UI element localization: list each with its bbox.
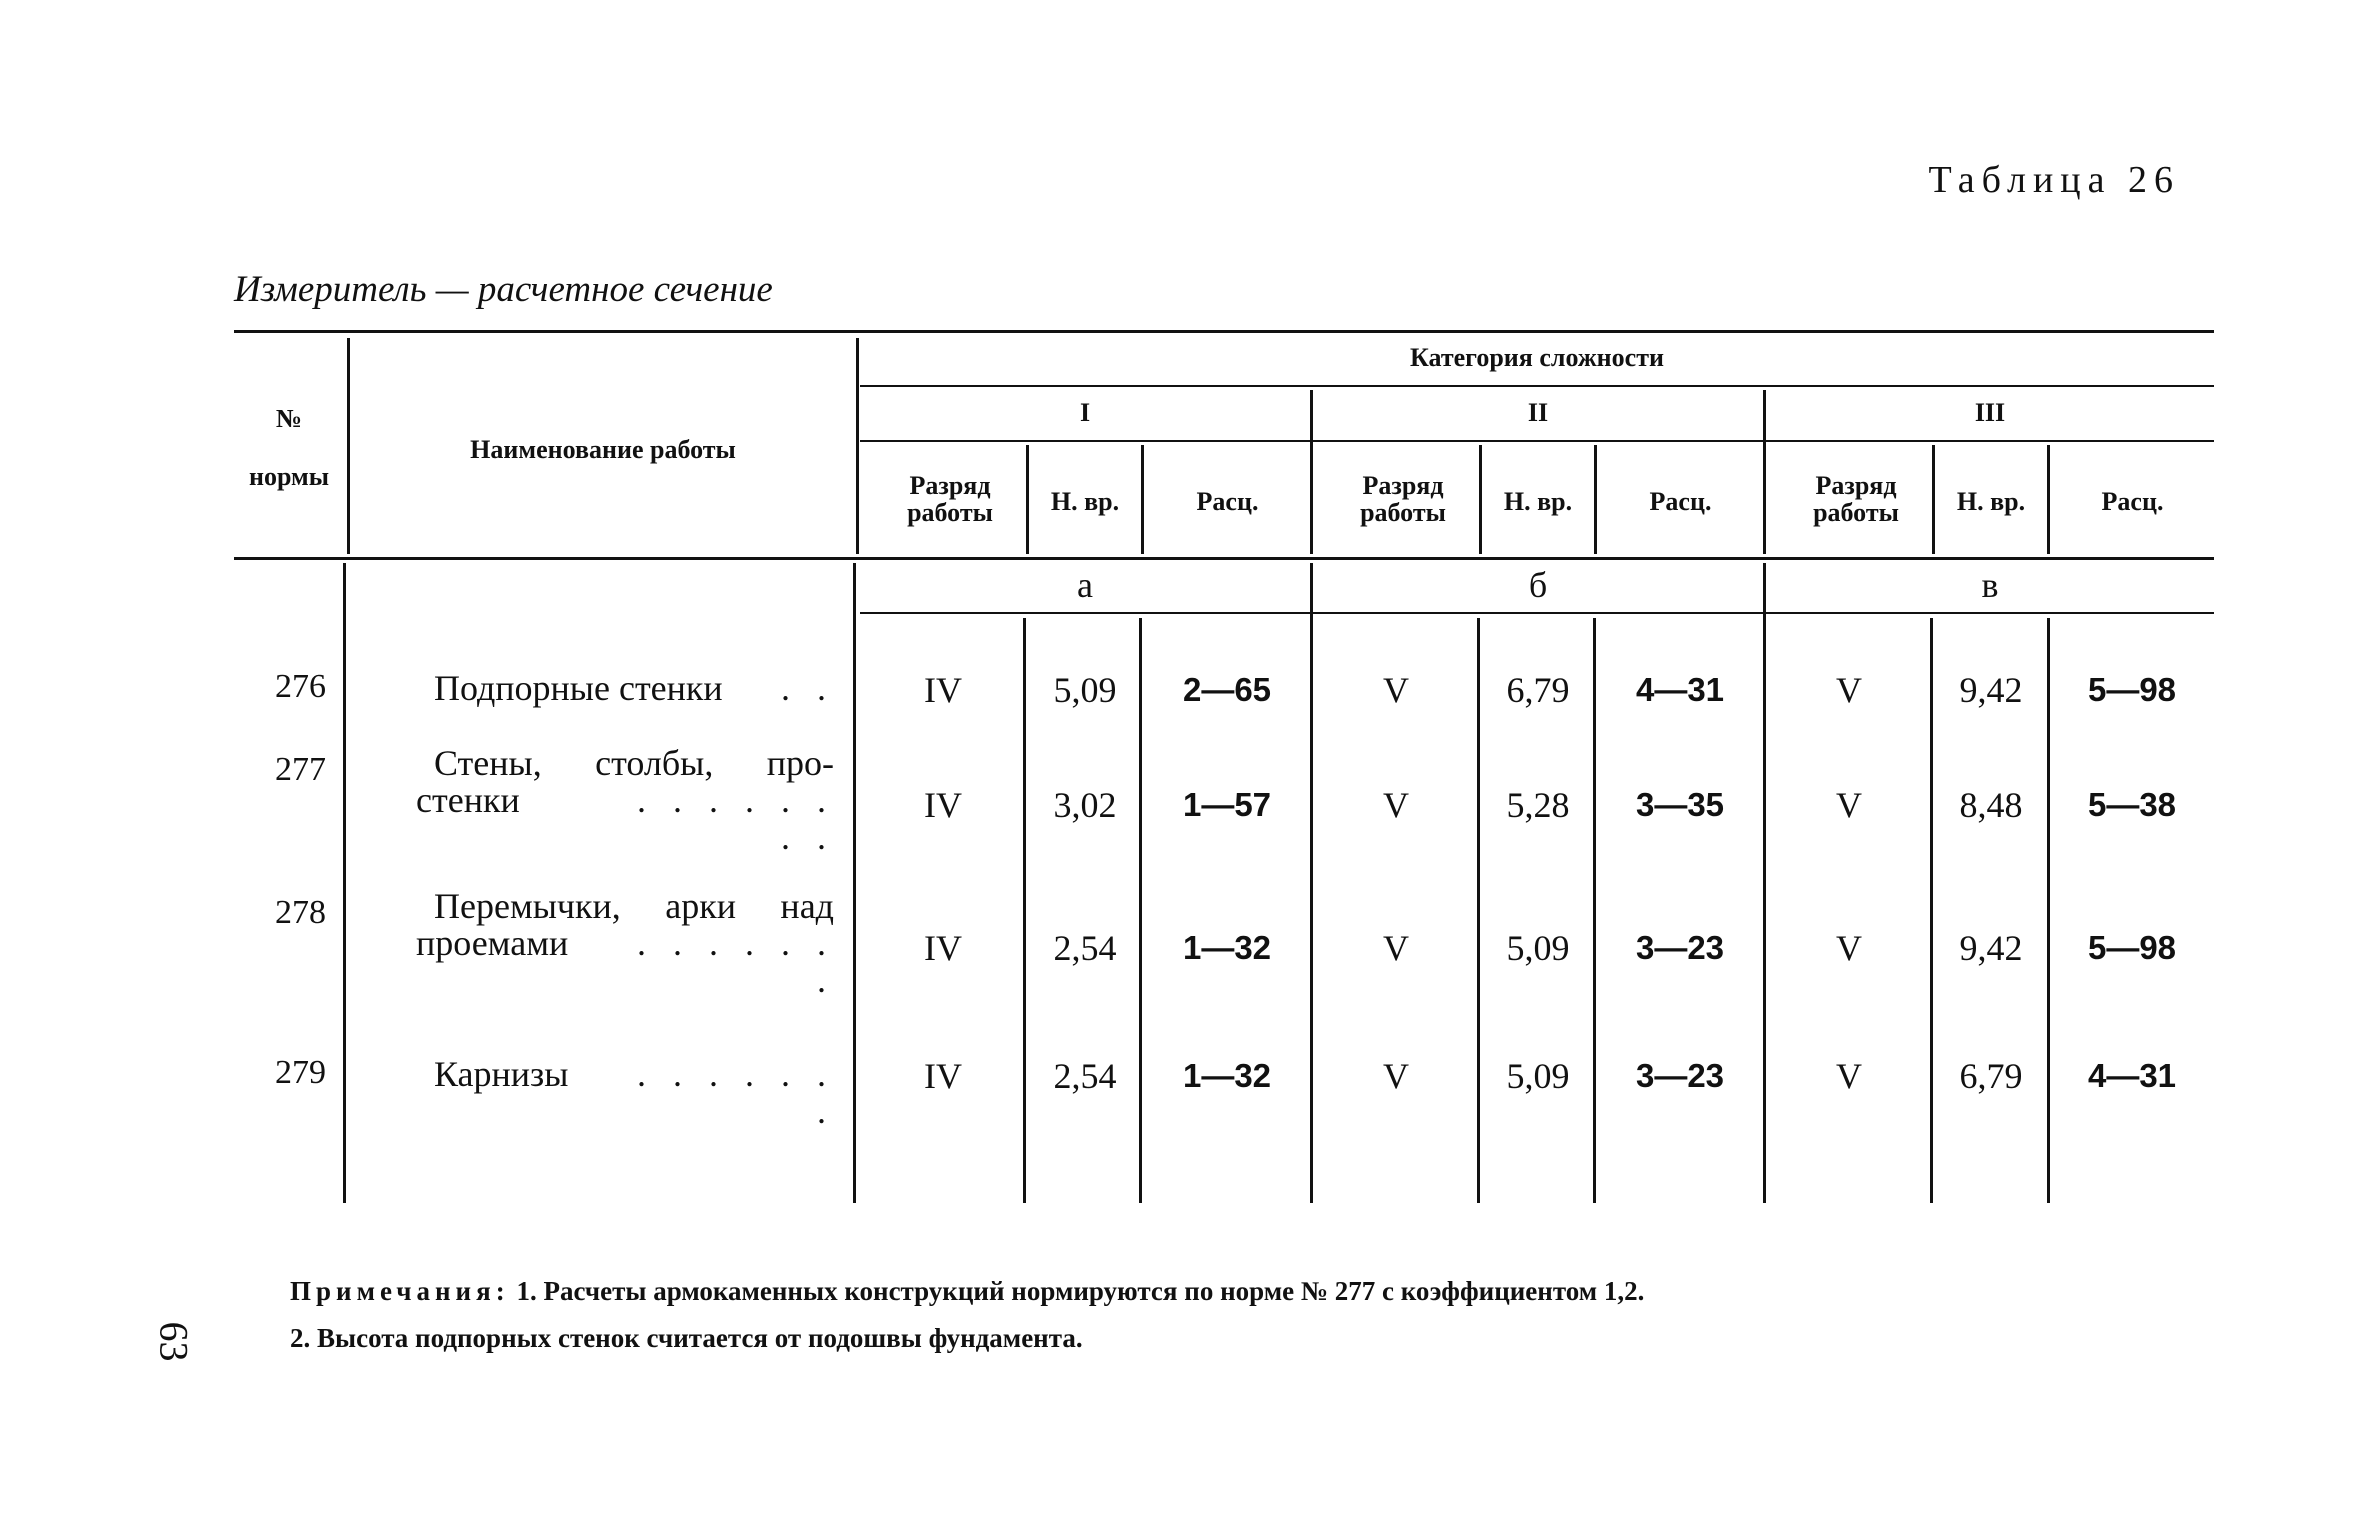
leader-dots: . . . . . . . . xyxy=(637,780,835,857)
norm-number: 276 xyxy=(275,668,326,705)
grade-cell: V xyxy=(1383,928,1409,968)
time-norm-cell: 9,42 xyxy=(1959,928,2023,968)
time-norm-cell: 8,48 xyxy=(1959,785,2023,825)
letters-rule xyxy=(860,612,2214,614)
rate-cell: 1—32 xyxy=(1182,1057,1272,1094)
grade-cell: IV xyxy=(924,1056,962,1096)
rate-cell: 4—31 xyxy=(1635,671,1725,708)
category-rule xyxy=(860,440,2214,442)
col-sep xyxy=(1763,563,1766,1203)
header-nvr: Н. вр. xyxy=(1503,487,1573,516)
header-razryad: Разряд работы xyxy=(1360,471,1446,527)
measure-caption: Измеритель — расчетное сечение xyxy=(234,269,773,310)
work-name-line-1: Перемычки, арки над xyxy=(434,886,834,926)
time-norm-cell: 5,09 xyxy=(1506,1056,1570,1096)
rate-cell: 1—57 xyxy=(1182,786,1272,823)
grade-cell: V xyxy=(1836,785,1862,825)
norm-number: 279 xyxy=(275,1054,326,1091)
column-letter-a: а xyxy=(1077,565,1093,605)
col-sep xyxy=(853,563,856,1203)
time-norm-cell: 2,54 xyxy=(1053,928,1117,968)
grade-cell: V xyxy=(1836,670,1862,710)
col-sep xyxy=(1026,445,1029,554)
header-no-sign: № xyxy=(275,404,303,433)
column-letter-v: в xyxy=(1981,565,1999,605)
grade-cell: V xyxy=(1836,1056,1862,1096)
col-sep xyxy=(343,563,346,1203)
header-no-label: нормы xyxy=(248,462,330,491)
time-norm-cell: 5,28 xyxy=(1506,785,1570,825)
leader-dots: . . . . . . . xyxy=(637,1054,835,1131)
time-norm-cell: 2,54 xyxy=(1053,1056,1117,1096)
note-1: 1. Расчеты армокаменных конструкций нормируются по норме № 277 с коэффициентом 1,2. xyxy=(516,1276,1645,1306)
work-name-line-1: Карнизы xyxy=(434,1054,569,1094)
complexity-rule xyxy=(860,385,2214,387)
grade-cell: V xyxy=(1383,1056,1409,1096)
grade-cell: IV xyxy=(924,670,962,710)
notes-label: Примечания: xyxy=(290,1276,510,1306)
rate-cell: 5—98 xyxy=(2087,671,2177,708)
col-sep xyxy=(1141,445,1144,554)
work-name-line-2: проемами xyxy=(416,923,569,963)
rate-cell: 5—38 xyxy=(2087,786,2177,823)
header-bottom-rule xyxy=(234,557,2214,560)
leader-dots: . . . . . . . xyxy=(637,923,835,1000)
top-rule xyxy=(234,330,2214,333)
col-sep xyxy=(856,338,859,554)
page-number: 63 xyxy=(151,1321,197,1362)
header-category-1: I xyxy=(1079,398,1091,427)
time-norm-cell: 3,02 xyxy=(1053,785,1117,825)
header-rasc: Расц. xyxy=(2101,487,2164,516)
rate-cell: 3—23 xyxy=(1635,1057,1725,1094)
col-sep xyxy=(1932,445,1935,554)
col-sep xyxy=(1594,445,1597,554)
column-letter-b: б xyxy=(1528,565,1548,605)
header-razryad: Разряд работы xyxy=(1813,471,1899,527)
rate-cell: 1—32 xyxy=(1182,929,1272,966)
time-norm-cell: 6,79 xyxy=(1959,1056,2023,1096)
col-sep xyxy=(1479,445,1482,554)
header-rasc: Расц. xyxy=(1196,487,1259,516)
time-norm-cell: 5,09 xyxy=(1506,928,1570,968)
time-norm-cell: 6,79 xyxy=(1506,670,1570,710)
grade-cell: IV xyxy=(924,928,962,968)
work-name-line-1: Стены, столбы, про- xyxy=(434,743,834,783)
time-norm-cell: 9,42 xyxy=(1959,670,2023,710)
notes-line-1 xyxy=(290,1276,1644,1307)
grade-cell: IV xyxy=(924,785,962,825)
work-name-line-1: Подпорные стенки xyxy=(434,668,723,708)
header-razryad: Разряд работы xyxy=(907,471,993,527)
header-nvr: Н. вр. xyxy=(1050,487,1120,516)
rate-cell: 2—65 xyxy=(1182,671,1272,708)
grade-cell: V xyxy=(1836,928,1862,968)
work-name-line-2: стенки xyxy=(416,780,520,820)
header-complexity: Категория сложности xyxy=(1410,343,1664,372)
header-work-name: Наименование работы xyxy=(470,435,736,464)
leader-dots: . . xyxy=(781,668,835,708)
header-category-2: II xyxy=(1527,398,1549,427)
col-sep xyxy=(2047,445,2050,554)
grade-cell: V xyxy=(1383,670,1409,710)
col-sep xyxy=(1310,563,1313,1203)
rate-cell: 3—35 xyxy=(1635,786,1725,823)
header-nvr: Н. вр. xyxy=(1956,487,2026,516)
rate-cell: 3—23 xyxy=(1635,929,1725,966)
grade-cell: V xyxy=(1383,785,1409,825)
time-norm-cell: 5,09 xyxy=(1053,670,1117,710)
header-category-3: III xyxy=(1974,398,2006,427)
note-2: 2. Высота подпорных стенок считается от подошвы фундамента. xyxy=(290,1323,1083,1353)
rate-cell: 5—98 xyxy=(2087,929,2177,966)
norm-number: 278 xyxy=(275,894,326,931)
table-title: Таблица 26 xyxy=(1928,159,2180,201)
rate-cell: 4—31 xyxy=(2087,1057,2177,1094)
header-rasc: Расц. xyxy=(1649,487,1712,516)
norm-number: 277 xyxy=(275,751,326,788)
